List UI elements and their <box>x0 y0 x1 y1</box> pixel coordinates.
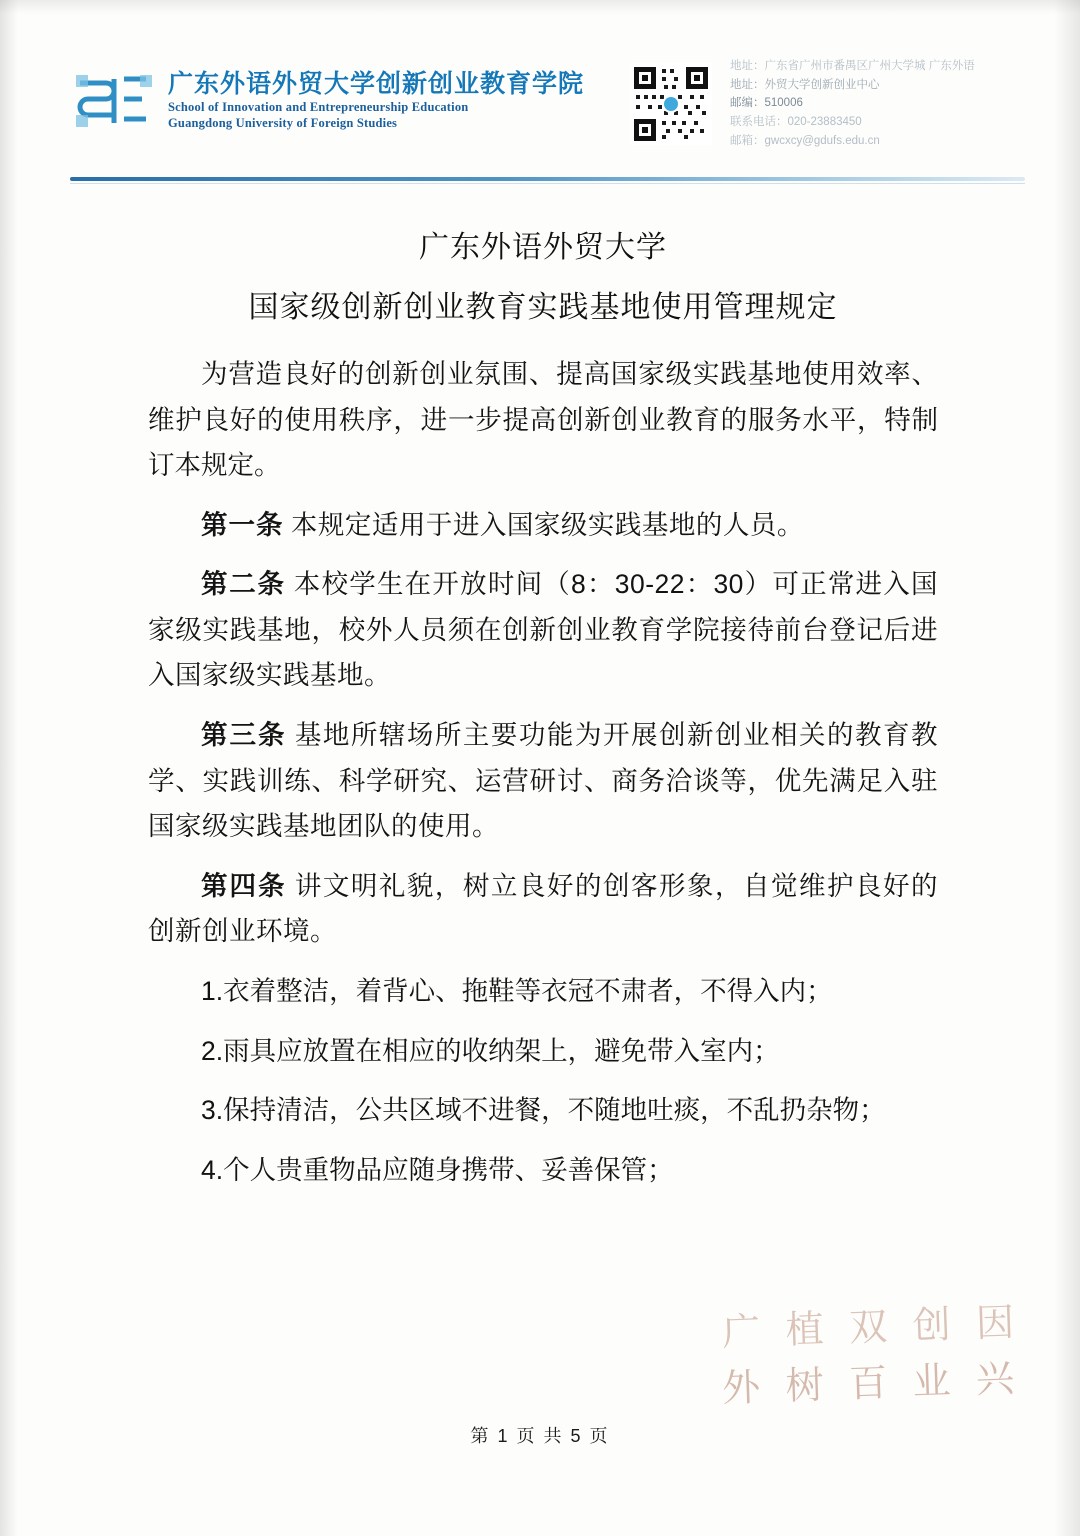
address-label: 地址： <box>730 60 765 72</box>
article-text: 讲文明礼貌，树立良好的创客形象，自觉维护良好的创新创业环境。 <box>148 870 938 947</box>
scan-shade <box>0 0 1080 14</box>
letterhead <box>70 55 1025 170</box>
article-text: 本校学生在开放时间（8：30-22：30）可正常进入国家级实践基地，校外人员须在创新创业教育学院接待前台登记后进入国家级实践基地。 <box>148 569 938 691</box>
article-text: 本规定适用于进入国家级实践基地的人员。 <box>290 509 804 540</box>
article-2 <box>148 562 938 699</box>
email-label: 邮箱： <box>730 134 765 147</box>
paragraph-preamble <box>148 352 938 489</box>
scan-shade <box>0 0 18 1536</box>
list-item-4 <box>148 1148 938 1194</box>
phone-label: 联系电话： <box>730 115 788 128</box>
contact-address-line2 <box>730 76 1060 95</box>
header-divider <box>70 177 1025 181</box>
logo-english-line2: Guangdong University of Foreign Studies <box>168 116 398 131</box>
list-item-text: 2.雨具应放置在相应的收纳架上，避免带入室内； <box>201 1035 780 1066</box>
address-value: 广东省广州市番禺区广州大学城 广东外语 <box>764 60 975 72</box>
postcode-label: 邮编： <box>730 97 765 110</box>
article-text: 基地所辖场所主要功能为开展创新创业相关的教育教学、实践训练、科学研究、运营研讨、商务洽谈等，优先满足入驻国家级实践基地团队的使用。 <box>148 720 938 842</box>
document-body <box>148 222 938 1207</box>
siee-logo-icon <box>70 65 158 137</box>
list-item-text: 4.个人贵重物品应随身携带、妥善保管； <box>201 1154 674 1185</box>
list-item-3 <box>148 1088 938 1134</box>
contact-postcode <box>730 94 1060 113</box>
address-label-2: 地址： <box>730 78 765 91</box>
article-label: 第二条 <box>201 569 286 600</box>
article-4 <box>148 864 938 955</box>
logo-chinese-name: 广东外语外贸大学创新创业教育学院 <box>168 70 585 99</box>
watermark-line-2: 外 树 百 业 兴 <box>721 1357 1023 1411</box>
article-1 <box>148 503 938 549</box>
page-title: 广东外语外贸大学 <box>419 231 667 264</box>
contact-phone <box>730 113 1060 132</box>
email-value: gwcxcy@gdufs.edu.cn <box>764 134 880 147</box>
article-label: 第一条 <box>201 509 284 540</box>
paragraph-text: 为营造良好的创新创业氛围、提高国家级实践基地使用效率、维护良好的使用秩序，进一步提高创新创业教育的服务水平，特制订本规定。 <box>148 359 938 481</box>
article-label: 第四条 <box>201 870 287 901</box>
calligraphy-watermark <box>722 1296 1022 1426</box>
logo-english-line1: School of Innovation and Entrepreneurship Education <box>168 100 469 115</box>
list-item-1 <box>148 969 938 1015</box>
header-divider-thin <box>70 183 1025 184</box>
address-value-2: 外贸大学创新创业中心 <box>764 78 880 91</box>
list-item-text: 1.衣着整洁，着背心、拖鞋等衣冠不肃者，不得入内； <box>201 975 833 1006</box>
phone-value: 020-23883450 <box>787 115 862 128</box>
contact-block <box>730 57 1060 150</box>
contact-address-line1 <box>730 57 1060 76</box>
page-subtitle: 国家级创新创业教育实践基地使用管理规定 <box>248 291 838 324</box>
article-3 <box>148 713 938 850</box>
list-item-2 <box>148 1029 938 1075</box>
page-footer: 第 1 页 共 5 页 <box>470 1426 610 1446</box>
contact-email <box>730 132 1060 151</box>
article-label: 第三条 <box>201 720 287 751</box>
institution-logo <box>70 65 584 137</box>
list-item-text: 3.保持清洁，公共区域不进餐，不随地吐痰，不乱扔杂物； <box>201 1095 886 1126</box>
postcode-value: 510006 <box>764 97 803 110</box>
scan-shade <box>1054 0 1080 1536</box>
watermark-line-1: 广 植 双 创 因 <box>721 1301 1023 1355</box>
qr-code-icon <box>630 63 712 145</box>
